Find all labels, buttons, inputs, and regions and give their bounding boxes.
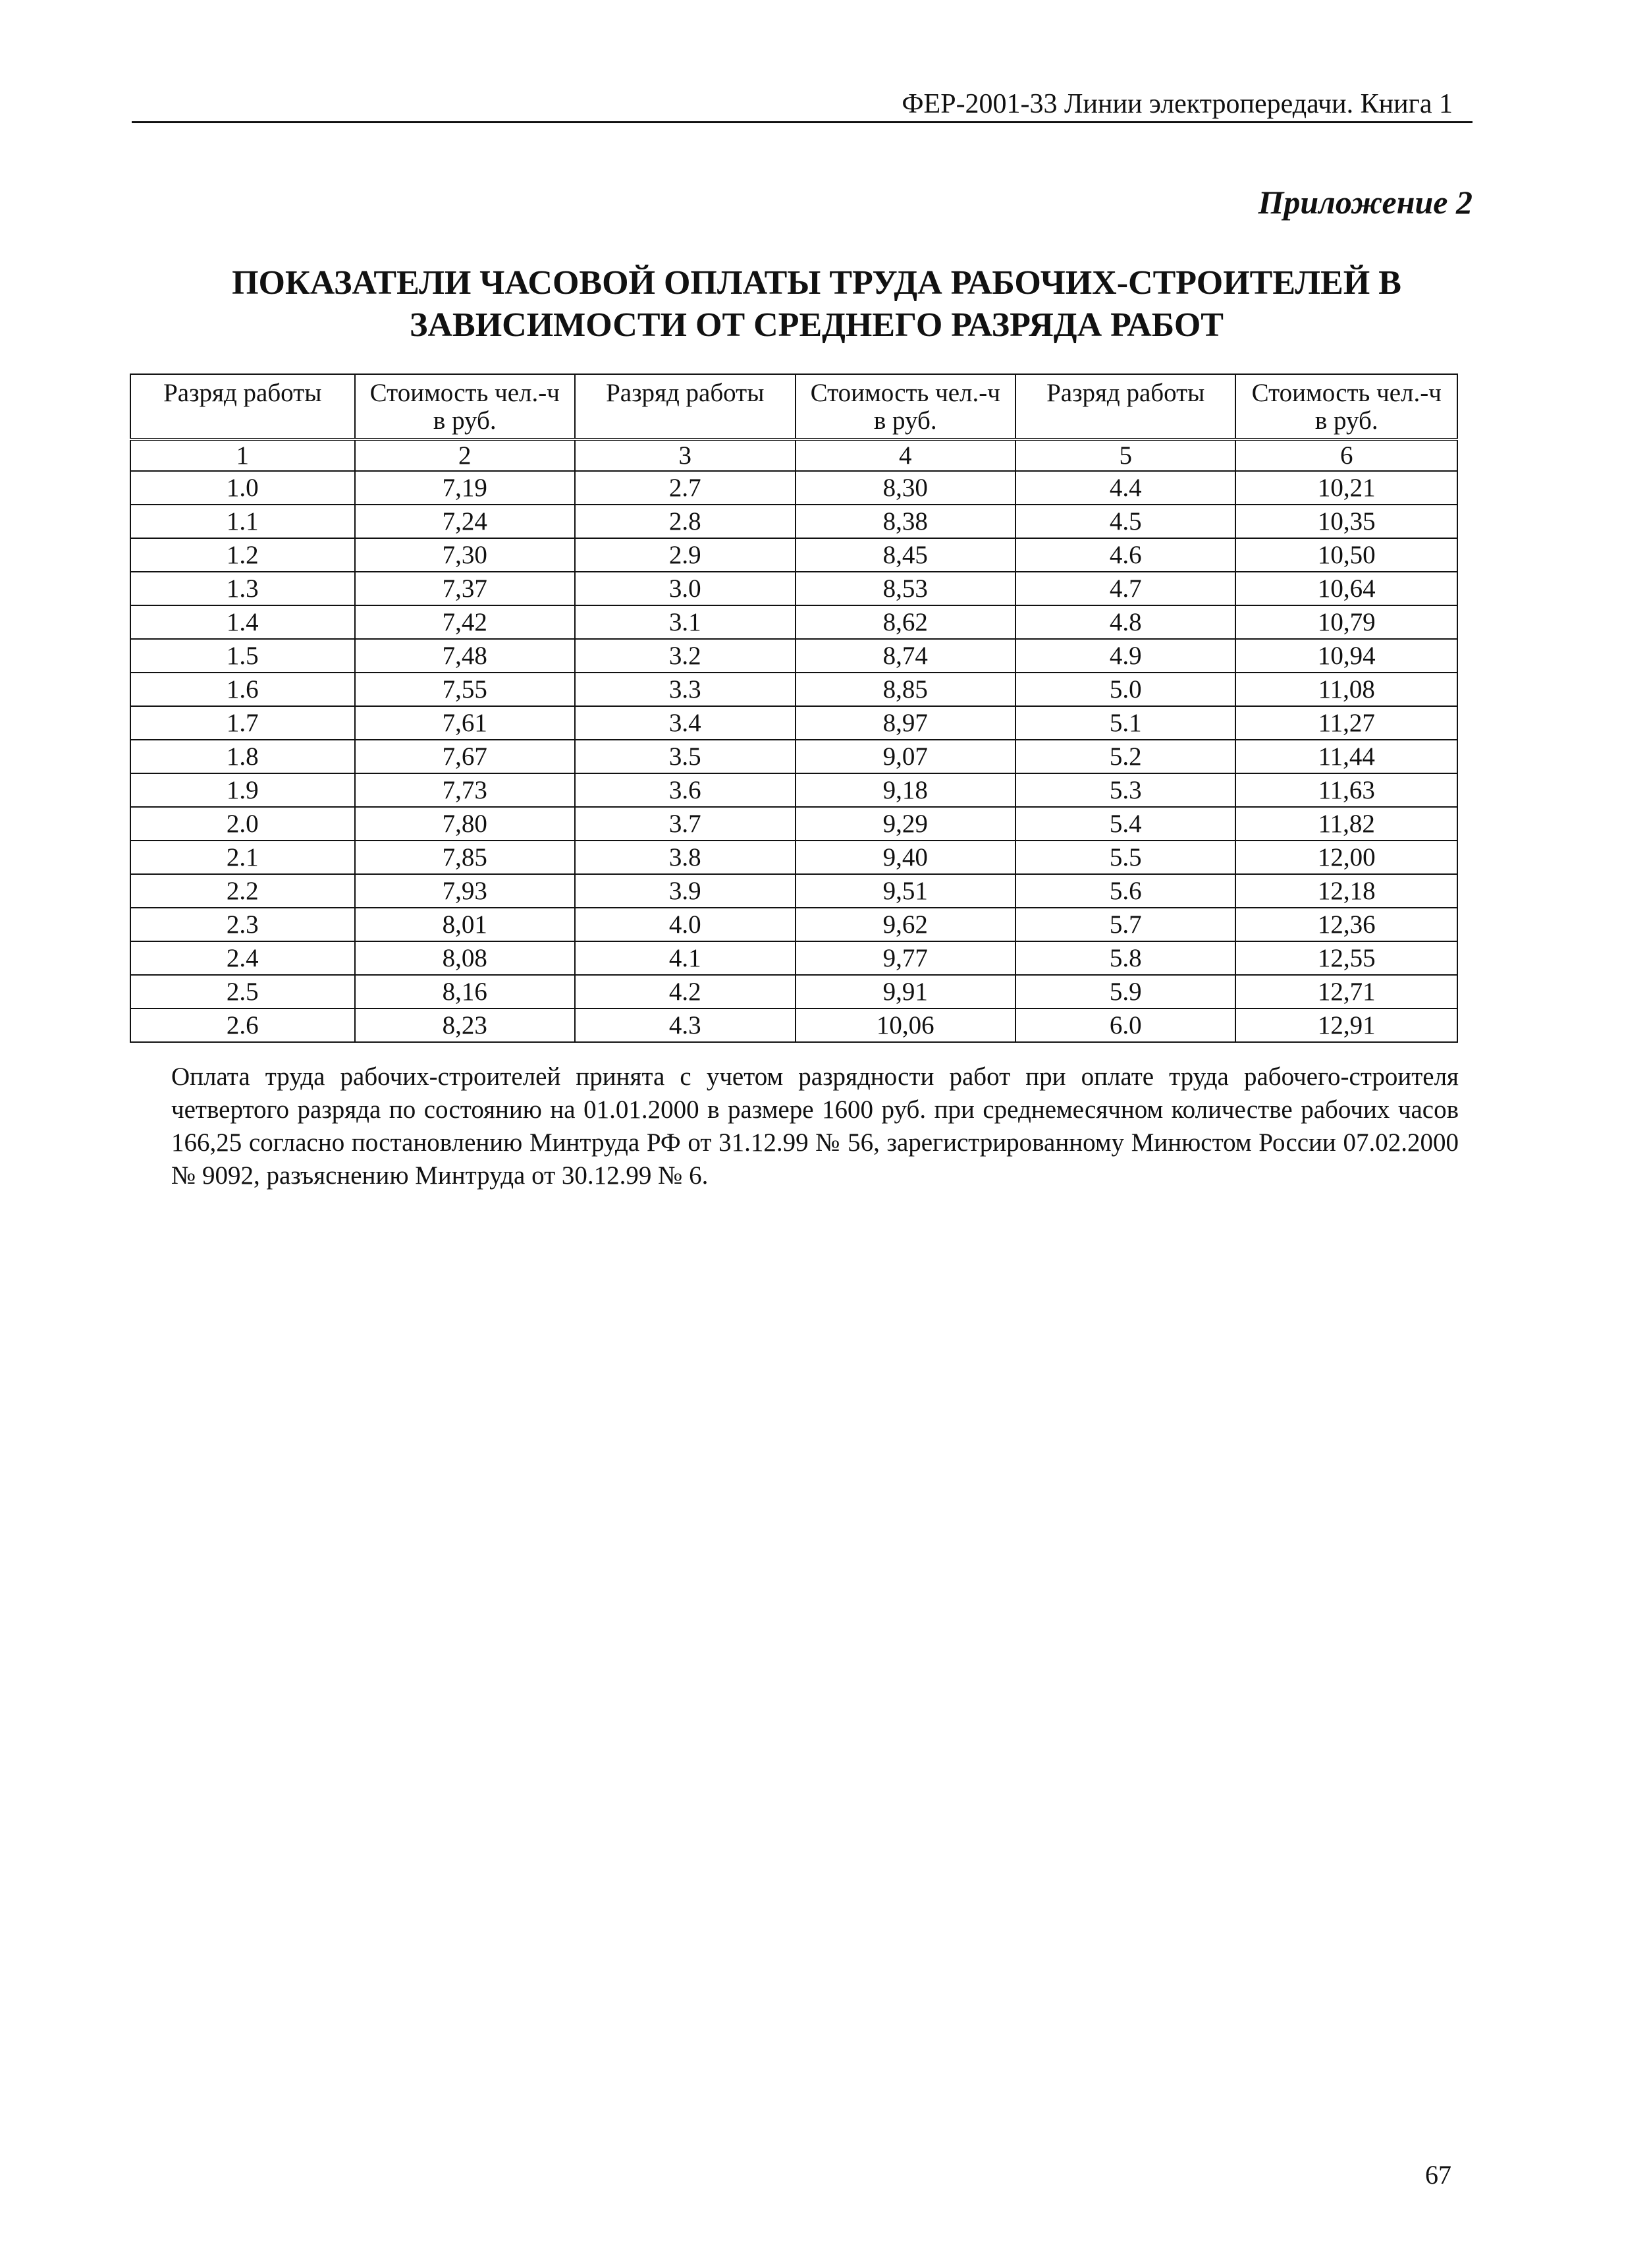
header-cost-2: Стоимость чел.-ч в руб. (796, 374, 1015, 439)
cost-cell: 9,62 (796, 908, 1015, 941)
table-row (130, 605, 1457, 639)
cost-cell: 9,18 (796, 773, 1015, 807)
cost-cell: 12,36 (1235, 908, 1457, 941)
table-row (130, 807, 1457, 841)
page-title (198, 262, 1436, 346)
grade-cell: 5.6 (1015, 874, 1235, 908)
cost-cell: 9,07 (796, 740, 1015, 773)
column-number: 3 (575, 439, 795, 471)
grade-cell: 1.1 (130, 505, 355, 538)
cost-cell: 7,30 (355, 538, 575, 572)
cost-cell: 9,77 (796, 941, 1015, 975)
grade-cell: 2.9 (575, 538, 795, 572)
cost-cell: 8,01 (355, 908, 575, 941)
cost-cell: 8,23 (355, 1009, 575, 1042)
cost-cell: 7,67 (355, 740, 575, 773)
header-grade-3: Разряд работы (1015, 374, 1235, 439)
header-grade-2: Разряд работы (575, 374, 795, 439)
cost-cell: 8,85 (796, 673, 1015, 706)
grade-cell: 4.9 (1015, 639, 1235, 673)
cost-cell: 9,40 (796, 841, 1015, 874)
grade-cell: 2.3 (130, 908, 355, 941)
table-row (130, 639, 1457, 673)
grade-cell: 1.8 (130, 740, 355, 773)
cost-cell: 8,74 (796, 639, 1015, 673)
table-row (130, 975, 1457, 1009)
table-header-row (130, 374, 1457, 439)
grade-cell: 6.0 (1015, 1009, 1235, 1042)
grade-cell: 1.4 (130, 605, 355, 639)
table-row (130, 841, 1457, 874)
grade-cell: 2.4 (130, 941, 355, 975)
table-row (130, 908, 1457, 941)
cost-cell: 8,97 (796, 706, 1015, 740)
cost-cell: 11,44 (1235, 740, 1457, 773)
grade-cell: 4.1 (575, 941, 795, 975)
cost-cell: 10,35 (1235, 505, 1457, 538)
table-row (130, 471, 1457, 505)
cost-cell: 7,55 (355, 673, 575, 706)
cost-cell: 7,85 (355, 841, 575, 874)
grade-cell: 4.4 (1015, 471, 1235, 505)
table-row (130, 505, 1457, 538)
appendix-label: Приложение 2 (1258, 184, 1473, 221)
grade-cell: 2.7 (575, 471, 795, 505)
grade-cell: 1.3 (130, 572, 355, 605)
table-row (130, 740, 1457, 773)
grade-cell: 4.3 (575, 1009, 795, 1042)
grade-cell: 5.7 (1015, 908, 1235, 941)
grade-cell: 3.4 (575, 706, 795, 740)
grade-cell: 2.2 (130, 874, 355, 908)
page-number: 67 (1425, 2160, 1451, 2190)
cost-cell: 10,94 (1235, 639, 1457, 673)
column-number: 5 (1015, 439, 1235, 471)
cost-cell: 8,53 (796, 572, 1015, 605)
cost-cell: 12,18 (1235, 874, 1457, 908)
running-header-title: ФЕР-2001-33 Линии электропередачи. Книга 1 (902, 89, 1453, 119)
cost-cell: 7,73 (355, 773, 575, 807)
cost-cell: 11,63 (1235, 773, 1457, 807)
cost-cell: 12,00 (1235, 841, 1457, 874)
header-grade-1: Разряд работы (130, 374, 355, 439)
grade-cell: 3.3 (575, 673, 795, 706)
grade-cell: 3.6 (575, 773, 795, 807)
running-header (132, 87, 1473, 123)
grade-cell: 1.7 (130, 706, 355, 740)
grade-cell: 3.1 (575, 605, 795, 639)
table-row (130, 673, 1457, 706)
cost-cell: 8,08 (355, 941, 575, 975)
grade-cell: 2.5 (130, 975, 355, 1009)
grade-cell: 5.5 (1015, 841, 1235, 874)
page-title-line-2: ЗАВИСИМОСТИ ОТ СРЕДНЕГО РАЗРЯДА РАБОТ (410, 306, 1224, 344)
column-number: 2 (355, 439, 575, 471)
cost-cell: 7,93 (355, 874, 575, 908)
table-row (130, 874, 1457, 908)
grade-cell: 4.8 (1015, 605, 1235, 639)
table-row (130, 1009, 1457, 1042)
grade-cell: 1.2 (130, 538, 355, 572)
cost-cell: 9,51 (796, 874, 1015, 908)
grade-cell: 5.8 (1015, 941, 1235, 975)
table-row (130, 538, 1457, 572)
cost-cell: 7,19 (355, 471, 575, 505)
grade-cell: 3.9 (575, 874, 795, 908)
table-row (130, 572, 1457, 605)
cost-cell: 11,82 (1235, 807, 1457, 841)
grade-cell: 5.1 (1015, 706, 1235, 740)
cost-cell: 11,27 (1235, 706, 1457, 740)
cost-cell: 12,71 (1235, 975, 1457, 1009)
column-number: 4 (796, 439, 1015, 471)
grade-cell: 5.4 (1015, 807, 1235, 841)
column-number-row (130, 439, 1457, 471)
cost-cell: 11,08 (1235, 673, 1457, 706)
grade-cell: 4.6 (1015, 538, 1235, 572)
grade-cell: 5.9 (1015, 975, 1235, 1009)
grade-cell: 1.0 (130, 471, 355, 505)
grade-cell: 3.0 (575, 572, 795, 605)
cost-cell: 8,38 (796, 505, 1015, 538)
cost-cell: 10,21 (1235, 471, 1457, 505)
cost-cell: 7,42 (355, 605, 575, 639)
cost-cell: 8,16 (355, 975, 575, 1009)
page-title-line-1: ПОКАЗАТЕЛИ ЧАСОВОЙ ОПЛАТЫ ТРУДА РАБОЧИХ-СТРОИТЕЛЕЙ В (232, 264, 1401, 302)
cost-cell: 8,62 (796, 605, 1015, 639)
cost-cell: 12,91 (1235, 1009, 1457, 1042)
grade-cell: 2.0 (130, 807, 355, 841)
table-row (130, 706, 1457, 740)
grade-cell: 2.8 (575, 505, 795, 538)
cost-cell: 8,30 (796, 471, 1015, 505)
column-number: 6 (1235, 439, 1457, 471)
cost-cell: 10,50 (1235, 538, 1457, 572)
grade-cell: 4.7 (1015, 572, 1235, 605)
grade-cell: 3.8 (575, 841, 795, 874)
explanatory-note: Оплата труда рабочих-строителей принята с учетом разрядности работ при оплате труда рабочего-строителя четвертого разряда по состоянию на 01.01.2000 в размере 1600 руб. при среднемесячном количестве рабочих часов 166,25 согласно постановлению Минтруда РФ от 31.12.99 № 56, зарегистрированному Минюстом России 07.02.2000 № 9092, разъяснению Минтруда от 30.12.99 № 6. (171, 1063, 1459, 1190)
table-body (130, 471, 1457, 1042)
grade-cell: 5.3 (1015, 773, 1235, 807)
cost-cell: 7,80 (355, 807, 575, 841)
grade-cell: 2.6 (130, 1009, 355, 1042)
table-row (130, 773, 1457, 807)
column-number: 1 (130, 439, 355, 471)
grade-cell: 5.2 (1015, 740, 1235, 773)
header-cost-3: Стоимость чел.-ч в руб. (1235, 374, 1457, 439)
grade-cell: 3.7 (575, 807, 795, 841)
grade-cell: 3.2 (575, 639, 795, 673)
cost-cell: 10,06 (796, 1009, 1015, 1042)
grade-cell: 3.5 (575, 740, 795, 773)
table-row (130, 941, 1457, 975)
grade-cell: 5.0 (1015, 673, 1235, 706)
cost-cell: 7,24 (355, 505, 575, 538)
grade-cell: 1.6 (130, 673, 355, 706)
grade-cell: 4.2 (575, 975, 795, 1009)
cost-cell: 7,48 (355, 639, 575, 673)
grade-cell: 4.5 (1015, 505, 1235, 538)
grade-cell: 1.9 (130, 773, 355, 807)
cost-cell: 10,79 (1235, 605, 1457, 639)
cost-cell: 10,64 (1235, 572, 1457, 605)
cost-cell: 7,61 (355, 706, 575, 740)
cost-cell: 9,29 (796, 807, 1015, 841)
wage-rates-table (130, 373, 1458, 1043)
cost-cell: 7,37 (355, 572, 575, 605)
grade-cell: 4.0 (575, 908, 795, 941)
cost-cell: 12,55 (1235, 941, 1457, 975)
grade-cell: 1.5 (130, 639, 355, 673)
header-cost-1: Стоимость чел.-ч в руб. (355, 374, 575, 439)
grade-cell: 2.1 (130, 841, 355, 874)
cost-cell: 8,45 (796, 538, 1015, 572)
cost-cell: 9,91 (796, 975, 1015, 1009)
